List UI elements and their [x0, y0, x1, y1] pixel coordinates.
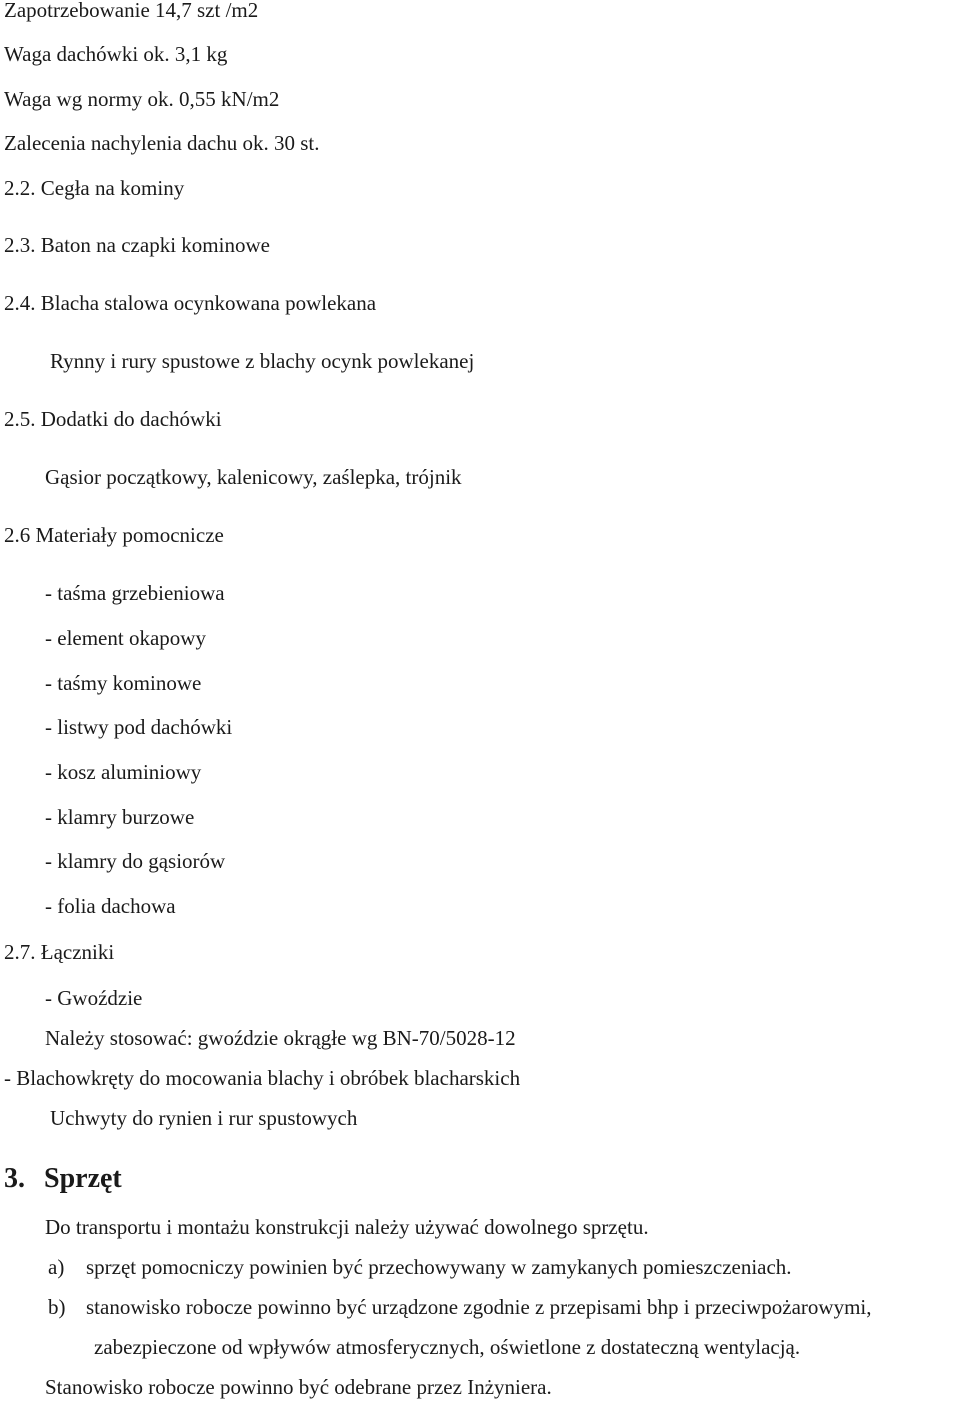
- point-a-text: sprzęt pomocniczy powinien być przechowywany w zamykanych pomieszczeniach.: [86, 1255, 792, 1279]
- list-item: - folia dachowa: [45, 894, 176, 918]
- section-3-closing: Stanowisko robocze powinno być odebrane przez Inżyniera.: [45, 1375, 552, 1399]
- section-3-intro: Do transportu i montażu konstrukcji należy używać dowolnego sprzętu.: [45, 1215, 649, 1239]
- section-3-heading: [4, 1163, 122, 1195]
- section-3-title: Sprzęt: [44, 1163, 122, 1194]
- spec-tile-weight: Waga dachówki ok. 3,1 kg: [4, 42, 228, 66]
- spec-roof-pitch: Zalecenia nachylenia dachu ok. 30 st.: [4, 131, 320, 155]
- nails-item: - Gwoździe: [45, 986, 143, 1010]
- point-b-text: stanowisko robocze powinno być urządzone zgodnie z przepisami bhp i przeciwpożarowymi,: [86, 1295, 872, 1319]
- list-item: - taśmy kominowe: [45, 671, 202, 695]
- point-b: [48, 1295, 872, 1319]
- item-2-6-heading: 2.6 Materiały pomocnicze: [4, 523, 224, 547]
- item-2-2-heading: 2.2. Cegła na kominy: [4, 176, 185, 200]
- spec-tile-demand: Zapotrzebowanie 14,7 szt /m2: [4, 0, 259, 22]
- list-item: - klamry do gąsiorów: [45, 849, 226, 873]
- item-2-3-heading: 2.3. Baton na czapki kominowe: [4, 233, 270, 257]
- point-b-continuation: zabezpieczone od wpływów atmosferycznych, oświetlone z dostateczną wentylacją.: [94, 1335, 801, 1359]
- list-item: - kosz aluminiowy: [45, 760, 202, 784]
- point-a-label: a): [48, 1255, 65, 1279]
- nails-note: Należy stosować: gwoździe okrągłe wg BN-70/5028-12: [45, 1026, 516, 1050]
- item-2-4-note: Rynny i rury spustowe z blachy ocynk powlekanej: [50, 349, 475, 373]
- item-2-7-heading: 2.7. Łączniki: [4, 940, 115, 964]
- section-3-number: 3.: [4, 1163, 25, 1194]
- holders-note: Uchwyty do rynien i rur spustowych: [50, 1106, 358, 1130]
- point-a: [48, 1255, 792, 1279]
- item-2-4-heading: 2.4. Blacha stalowa ocynkowana powlekana: [4, 291, 377, 315]
- item-2-5-heading: 2.5. Dodatki do dachówki: [4, 407, 222, 431]
- list-item: - listwy pod dachówki: [45, 715, 233, 739]
- spec-norm-weight: Waga wg normy ok. 0,55 kN/m2: [4, 87, 280, 111]
- item-2-5-note: Gąsior początkowy, kalenicowy, zaślepka, trójnik: [45, 465, 462, 489]
- list-item: - element okapowy: [45, 626, 206, 650]
- list-item: - taśma grzebieniowa: [45, 581, 225, 605]
- point-b-label: b): [48, 1295, 66, 1319]
- list-item: - klamry burzowe: [45, 805, 195, 829]
- screws-item: - Blachowkręty do mocowania blachy i obróbek blacharskich: [4, 1066, 521, 1090]
